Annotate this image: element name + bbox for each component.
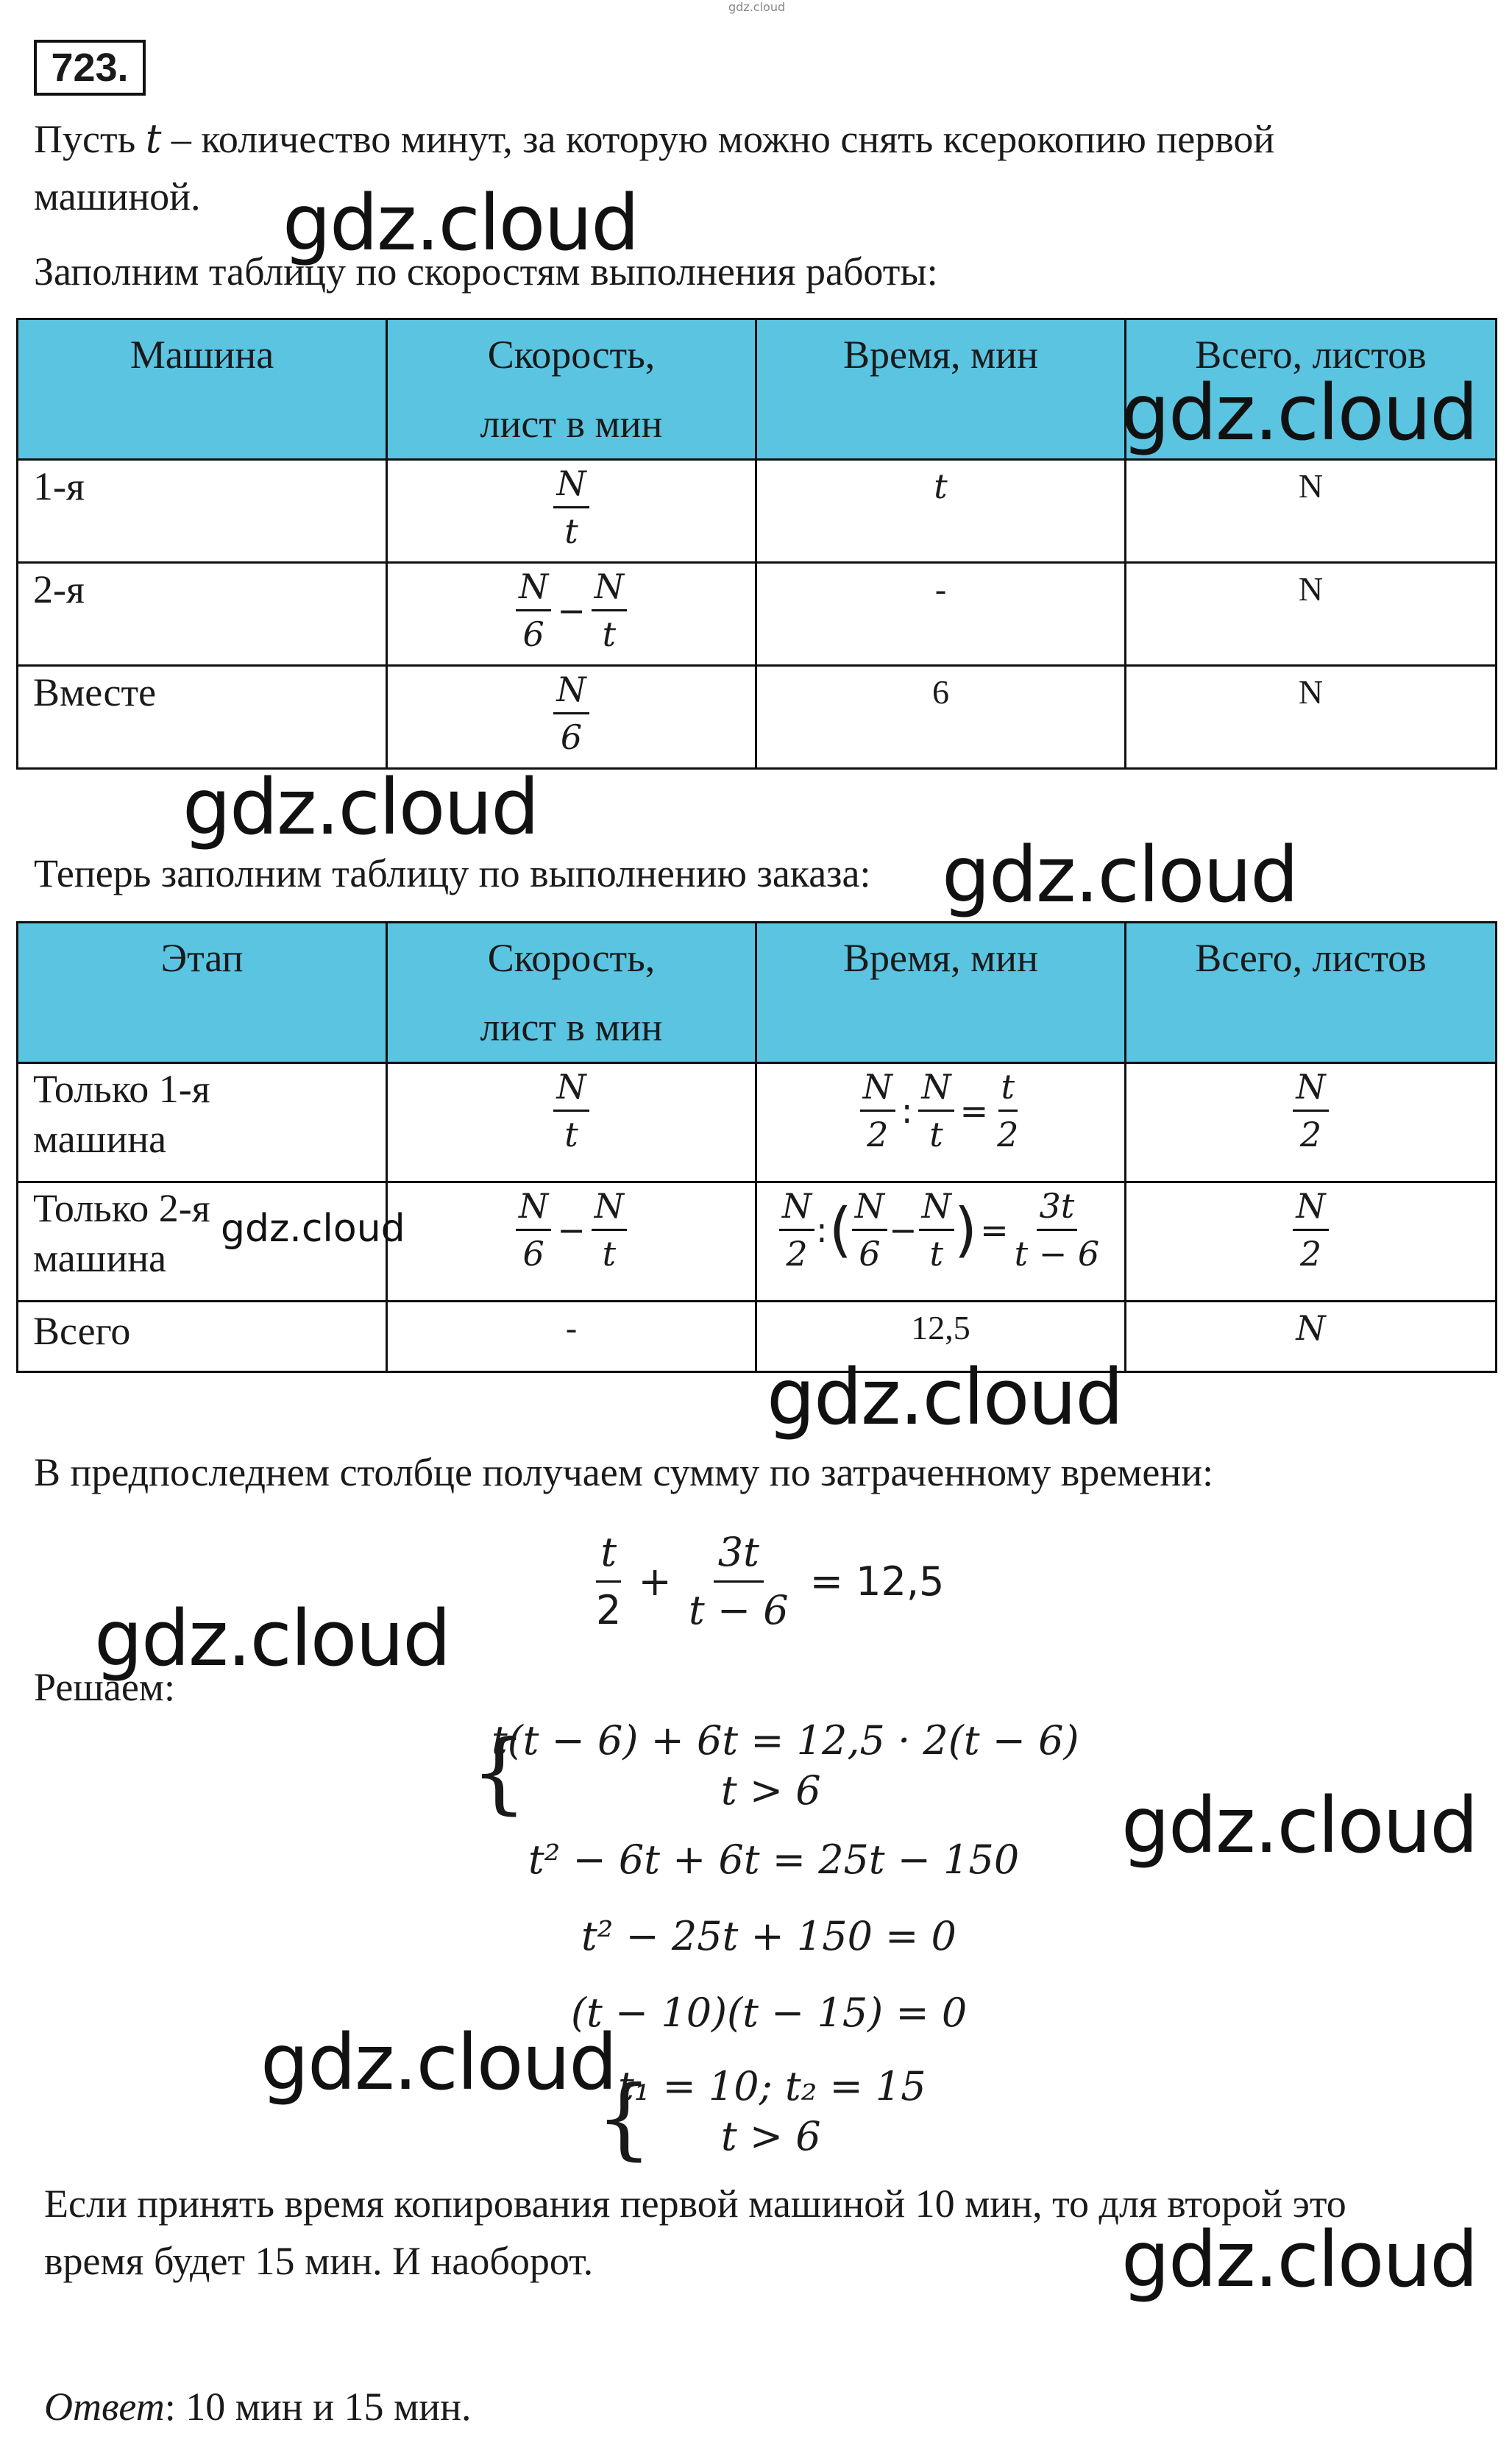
t2-r1-label-line2: машина	[33, 1117, 167, 1161]
frac-den: 6	[522, 1234, 544, 1274]
system2-line1	[618, 2063, 926, 2109]
table-row	[18, 563, 1497, 666]
watermark: gdz.cloud	[94, 1594, 450, 1683]
fraction	[919, 1183, 954, 1277]
intro-paragraph	[34, 110, 1491, 225]
fraction	[689, 1525, 789, 1639]
equation-rhs: = 12,5	[809, 1558, 945, 1605]
minus-sign: −	[557, 590, 586, 631]
t2-header-time: Время, мин	[756, 923, 1126, 1063]
order-table	[16, 921, 1497, 1373]
frac-den: t	[564, 1115, 578, 1154]
t1-r2-time: -	[756, 563, 1126, 666]
system-brace: {	[471, 1722, 528, 1824]
t1-r2-total: N	[1126, 563, 1497, 666]
frac-den: 2	[867, 1115, 889, 1154]
t1-header-speed	[387, 319, 756, 460]
frac-num: N	[592, 564, 627, 611]
t2-r3-speed: -	[387, 1302, 756, 1372]
frac-den: 6	[522, 614, 544, 654]
frac-den: t	[602, 1234, 617, 1274]
frac-num: t	[998, 1064, 1018, 1112]
t2-r2-speed	[387, 1182, 756, 1302]
watermark: gdz.cloud	[767, 1352, 1123, 1442]
t2-r2-label-line1: Только 2-я	[33, 1186, 210, 1230]
minus-sign: −	[889, 1210, 918, 1250]
t2-r1-label-line1: Только 1-я	[33, 1067, 210, 1111]
frac-num: N	[1293, 1183, 1328, 1231]
equation-4-text: (t − 10)(t − 15) = 0	[571, 1990, 968, 2036]
intro-text-rest: – количество минут, за которую можно снять ксерокопию первой	[161, 117, 1275, 161]
t1-r1-total: N	[1126, 460, 1497, 563]
t2-r3-time: 12,5	[756, 1302, 1126, 1372]
intro-text-start: Пусть	[34, 117, 136, 161]
fraction	[516, 564, 551, 657]
t2-r2-time	[756, 1182, 1126, 1302]
frac-num: N	[919, 1183, 954, 1231]
sum-caption: В предпоследнем столбце получаем сумму по затраченному времени:	[34, 1450, 1214, 1494]
frac-num: N	[516, 564, 551, 611]
plus-sign: +	[638, 1558, 672, 1605]
watermark: gdz.cloud	[1121, 1781, 1477, 1870]
watermark: gdz.cloud	[260, 2017, 617, 2107]
frac-den: 2	[1299, 1115, 1322, 1154]
frac-num: N	[553, 667, 589, 714]
frac-num: N	[516, 1183, 551, 1231]
frac-num: 3t	[714, 1525, 764, 1583]
t2-r2-total	[1126, 1182, 1497, 1302]
t2-r2-label-line2: машина	[33, 1236, 167, 1280]
frac-den: 2	[997, 1115, 1019, 1154]
fraction	[553, 1064, 589, 1157]
t2-header-speed	[387, 923, 756, 1063]
equation-3	[581, 1913, 956, 1959]
table1-caption: Заполним таблицу по скоростям выполнения работы:	[34, 249, 938, 294]
fraction	[852, 1183, 887, 1277]
problem-number: 723.	[34, 40, 146, 96]
minus-sign: −	[557, 1210, 586, 1250]
frac-num: N	[553, 1064, 589, 1112]
frac-den: t	[602, 614, 617, 654]
system-brace: {	[596, 2067, 653, 2170]
t1-header-speed-line1: Скорость,	[487, 333, 656, 377]
equals-sign: =	[980, 1210, 1009, 1250]
conclusion-line2: время будет 15 мин. И наоборот.	[44, 2239, 594, 2283]
colon-sign: :	[901, 1090, 913, 1131]
t1-header-machine: Машина	[18, 319, 387, 460]
system1-line1-text: t(t − 6) + 6t = 12,5 · 2(t − 6)	[491, 1717, 1079, 1764]
watermark: gdz.cloud	[942, 830, 1298, 920]
t2-header-speed-line2: лист в мин	[480, 1005, 663, 1049]
fraction	[1293, 1183, 1328, 1277]
t1-r3-label: Вместе	[18, 666, 387, 769]
fraction	[553, 667, 589, 760]
equals-sign: =	[959, 1090, 989, 1131]
colon-sign: :	[816, 1210, 828, 1250]
fraction	[553, 461, 589, 554]
frac-num: N	[779, 1183, 814, 1231]
t2-header-speed-line1: Скорость,	[487, 936, 656, 980]
t1-header-total: Всего, листов	[1126, 319, 1497, 460]
frac-num: N	[918, 1064, 954, 1112]
t2-r1-label	[18, 1063, 387, 1182]
equation-2-text: t² − 6t + 6t = 25t − 150	[528, 1836, 1020, 1883]
frac-num: N	[592, 1183, 627, 1231]
frac-den: 6	[859, 1234, 881, 1274]
solve-label: Решаем:	[34, 1665, 175, 1709]
t2-header-stage: Этап	[18, 923, 387, 1063]
watermark-top: gdz.cloud	[728, 0, 786, 14]
t1-r3-time: 6	[756, 666, 1126, 769]
table-row	[18, 1302, 1497, 1372]
intro-text-line2: машиной.	[34, 174, 201, 219]
main-equation	[596, 1525, 944, 1639]
frac-num: t	[596, 1525, 621, 1583]
right-paren: )	[954, 1196, 978, 1264]
frac-den: t − 6	[1014, 1234, 1100, 1274]
t2-r3-total: N	[1126, 1302, 1497, 1372]
t1-header-speed-line2: лист в мин	[480, 402, 663, 446]
fraction	[592, 1183, 627, 1277]
t2-r1-time	[756, 1063, 1126, 1182]
t1-r3-total: N	[1126, 666, 1497, 769]
fraction	[1293, 1064, 1328, 1157]
frac-num: N	[860, 1064, 895, 1112]
table-row	[18, 666, 1497, 769]
table-row	[18, 1063, 1497, 1182]
t1-r2-speed	[387, 563, 756, 666]
answer-text: : 10 мин и 15 мин.	[164, 2385, 472, 2429]
fraction	[516, 1183, 551, 1277]
table2-caption: Теперь заполним таблицу по выполнению заказа:	[34, 851, 871, 895]
fraction	[596, 1525, 621, 1639]
fraction	[918, 1064, 954, 1157]
system2-line2-text: t > 6	[721, 2113, 821, 2159]
answer-line	[44, 2378, 472, 2435]
frac-den: t − 6	[688, 1587, 789, 1633]
fraction	[592, 564, 627, 657]
t1-r3-speed	[387, 666, 756, 769]
intro-variable: t	[145, 116, 162, 162]
frac-num: 3t	[1037, 1183, 1078, 1231]
t1-header-time: Время, мин	[756, 319, 1126, 460]
t2-r1-speed	[387, 1063, 756, 1182]
t1-r2-label: 2-я	[18, 563, 387, 666]
system2-line2	[721, 2113, 821, 2159]
answer-label: Ответ	[44, 2385, 165, 2429]
frac-num: N	[1293, 1064, 1328, 1112]
t1-r1-time: t	[756, 460, 1126, 563]
t2-r3-label: Всего	[18, 1302, 387, 1372]
conclusion-line1: Если принять время копирования первой машиной 10 мин, то для второй это	[44, 2182, 1346, 2226]
fraction	[994, 1064, 1021, 1157]
fraction	[779, 1183, 814, 1277]
t1-r1-speed	[387, 460, 756, 563]
table-row	[18, 460, 1497, 563]
frac-den: t	[929, 1115, 943, 1154]
frac-den: 6	[560, 717, 583, 757]
fraction	[860, 1064, 895, 1157]
frac-den: 2	[1299, 1234, 1322, 1274]
watermark: gdz.cloud	[221, 1207, 405, 1251]
system1-line2	[721, 1767, 821, 1814]
system1-line2-text: t > 6	[721, 1767, 821, 1814]
watermark: gdz.cloud	[1121, 368, 1477, 458]
fraction	[1012, 1183, 1103, 1277]
frac-den: t	[564, 511, 578, 551]
system1-line1	[491, 1717, 1079, 1764]
frac-num: N	[852, 1183, 887, 1231]
watermark: gdz.cloud	[1121, 2215, 1477, 2304]
left-paren: (	[828, 1196, 852, 1264]
frac-den: 2	[596, 1587, 622, 1633]
equation-4	[571, 1990, 967, 2036]
equation-3-text: t² − 25t + 150 = 0	[581, 1913, 956, 1959]
frac-den: 2	[786, 1234, 808, 1274]
system2-line1-text: t₁ = 10; t₂ = 15	[618, 2063, 926, 2109]
watermark: gdz.cloud	[283, 178, 639, 268]
t2-header-total: Всего, листов	[1126, 923, 1497, 1063]
frac-den: t	[929, 1234, 943, 1274]
t2-r1-total	[1126, 1063, 1497, 1182]
equation-2	[528, 1836, 1019, 1883]
watermark: gdz.cloud	[182, 762, 539, 852]
t1-r1-label: 1-я	[18, 460, 387, 563]
frac-num: N	[553, 461, 589, 508]
